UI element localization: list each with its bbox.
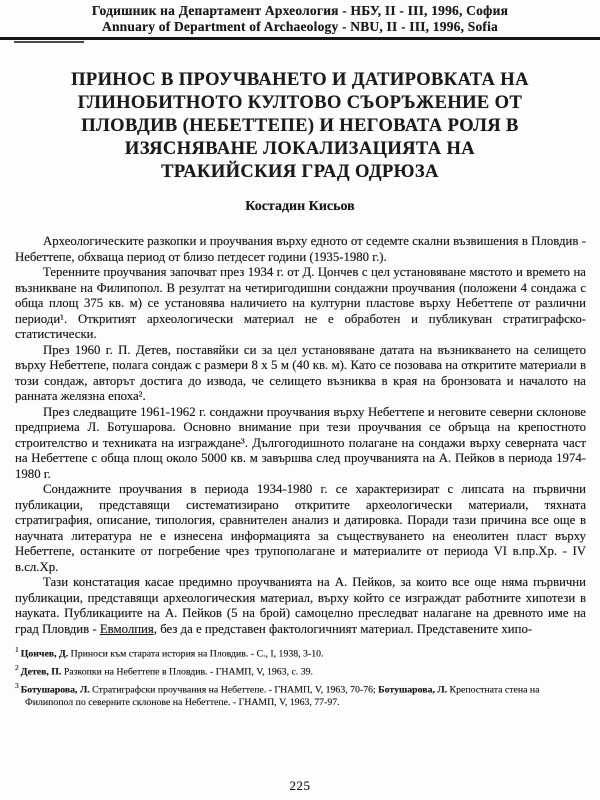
footnote-text: Крепостната стена на Филипопол по северните склонове на Небеттепе. - ГНАМП, V, 1963, 77-97. <box>25 683 540 708</box>
footnotes-section <box>15 644 586 709</box>
footnote-text: Разкопки на Небеттепе в Пловдив. - ГНАМП, V, 1963, с. 39. <box>61 666 313 678</box>
page-number: 225 <box>289 778 311 793</box>
journal-header-bulgarian: Годишник на Департамент Археология - НБУ, II - III, 1996, София <box>91 3 509 18</box>
title-line: ИЗЯСНЯВАНЕ ЛОКАЛИЗАЦИЯТА НА <box>124 139 476 159</box>
paragraph-text: без да е представен фактологичният материал. Представените хипо- <box>157 621 533 636</box>
paragraph <box>15 575 586 637</box>
footnote-author: Ботушарова, Л. <box>20 683 90 695</box>
footnote-text: Стратиграфски проучвания на Небеттепе. - ГНАМП, V, 1963, 70-76; <box>89 683 379 695</box>
title-line: ПРИНОС В ПРОУЧВАНЕТО И ДАТИРОВКАТА НА <box>71 70 529 90</box>
author-name: Костадин Кисьов <box>245 199 355 214</box>
underlined-term: Евмолпия, <box>99 621 157 636</box>
footnote-marker: 1 <box>15 645 19 654</box>
footnote <box>15 644 586 661</box>
paragraph-text: Тази констатация касае предимно проучванията на А. Пейков, за които все още няма първични публикации, представящи археологическия материал, върху който се изграждат работните хипотези в науката. Публикациите на А. Пейков (5 на брой) самоцелно преследват налагане на древното име на град Пловдив - <box>15 575 586 636</box>
title-line: ТРАКИЙСКИЯ ГРАД ОДРЮЗА <box>161 162 439 182</box>
footnote-author: Цончев, Д. <box>20 648 69 660</box>
journal-header <box>0 0 600 34</box>
article-body <box>15 234 586 637</box>
footnote-author: Детев, П. <box>20 666 62 678</box>
paragraph: Теренните проучвания започват през 1934 г. от Д. Цончев с цел установяване мястото и времето на възникване на Филипопол. В резултат на четиригодишни сондажни проучвания (положени 4 сондажа с обща площ 375 кв. м) се установява наличието на културни пластове върху Небеттепе от различни периоди¹. Откритият археологически материал не е обработен и публикуван стратиграфско-статистически. <box>15 265 586 341</box>
article-title <box>20 69 580 184</box>
paragraph: Археологическите разкопки и проучвания върху едното от седемте скални възвишения в Пловдив - Небеттепе, обхваща период от близо петдесет години (1935-1980 г.). <box>15 234 586 264</box>
paragraph: През 1960 г. П. Детев, поставяйки си за цел установяване датата на възникването на селището върху Небеттепе, полага сондаж с размери 8 х 5 м (40 кв. м). Като се позовава на откритите материали в този сондаж, авторът достига до извода, че селището възниква в края на бронзовата и началото на ранната желязна епоха². <box>15 342 586 403</box>
footnote <box>15 662 586 679</box>
paragraph: Сондажните проучвания в периода 1934-1980 г. се характеризират с липсата на първични публикации, представящи систематизирано откритите археологически материали, тяхната стратиграфия, описание, типология, сравнителен анализ и датировка. Поради тази причина все още в научната литература не е изнесена информацията за съществуването на енеолитен пласт върху Небеттепе, останките от погребение чрез трупополагане и материалите от периода VI в.пр.Хр. - IV в.сл.Хр. <box>15 482 586 574</box>
header-divider-artifact <box>14 41 84 43</box>
title-line: ПЛОВДИВ (НЕБЕТТЕПЕ) И НЕГОВАТА РОЛЯ В <box>81 116 519 136</box>
footnote-marker: 2 <box>15 662 19 672</box>
footnote <box>15 680 586 709</box>
title-line: ГЛИНОБИТНОТО КУЛТОВО СЪОРЪЖЕНИЕ ОТ <box>77 93 523 113</box>
header-divider-rule <box>0 37 600 40</box>
footnote-text: Приноси към старата история на Пловдив. - С., I, 1938, 3-10. <box>68 648 324 660</box>
footnote-marker: 3 <box>15 680 19 690</box>
journal-header-english: Annuary of Department of Archaeology - NBU, II - III, 1996, Sofia <box>102 18 498 34</box>
footnote-author: Ботушарова, Л. <box>378 683 448 695</box>
paragraph: През следващите 1961-1962 г. сондажни проучвания върху Небеттепе и неговите северни склонове предприема Л. Ботушарова. Основно внимание при тези проучвания се обръща на крепостното строителство и техниката на изграждане³. Дългогодишното полагане на сондажи върху северната част на Небеттепе с обща площ около 5000 кв. м завършва след проучванията на А. Пейков в периода 1974-1980 г. <box>15 404 586 481</box>
